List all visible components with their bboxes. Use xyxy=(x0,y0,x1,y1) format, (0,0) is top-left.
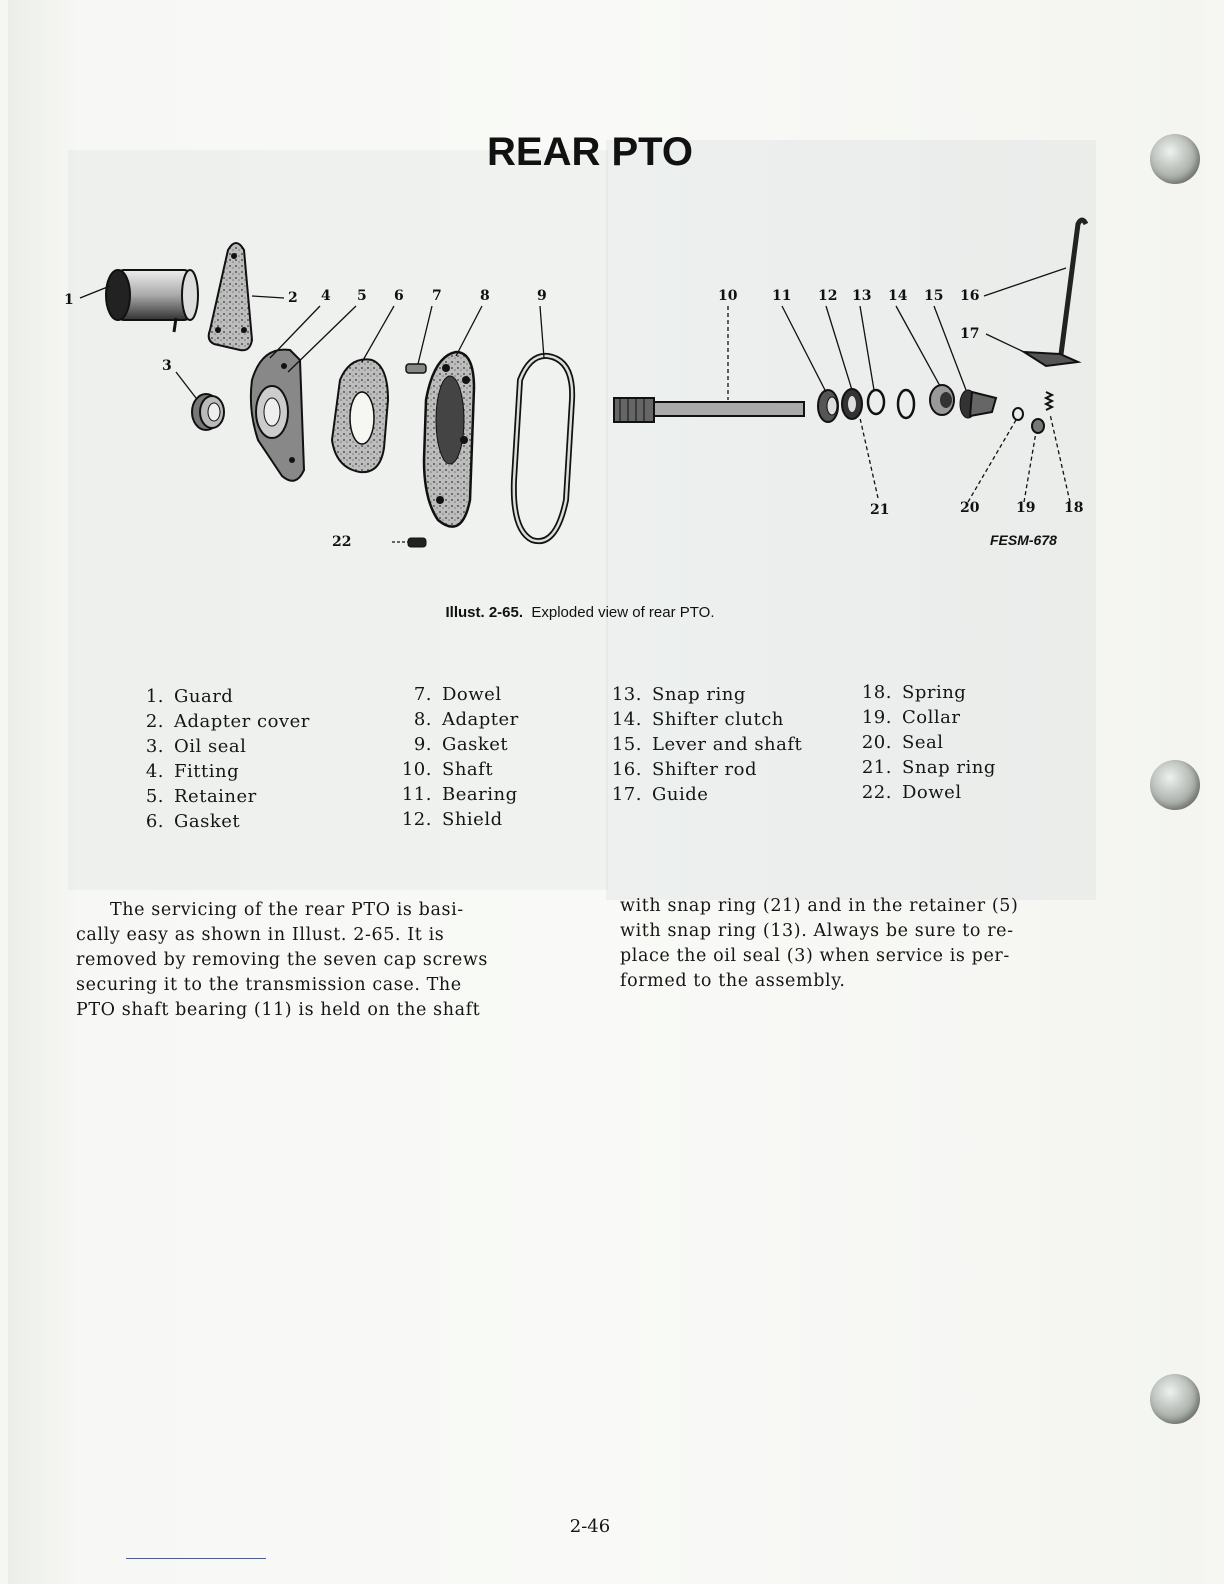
part-adapter xyxy=(424,352,474,527)
text-line: with snap ring (13). Always be sure to re- xyxy=(620,921,1014,941)
legend-name: Seal xyxy=(902,732,944,753)
figure-code: FESM-678 xyxy=(990,532,1057,548)
callout-6: 6 xyxy=(394,288,404,304)
callout-17: 17 xyxy=(960,326,980,342)
part-dowel-22 xyxy=(408,538,426,547)
part-snap-ring-21 xyxy=(898,390,914,418)
page-number: 2-46 xyxy=(569,1516,611,1537)
legend-name: Oil seal xyxy=(174,736,247,757)
callout-5: 5 xyxy=(357,288,367,304)
callout-12: 12 xyxy=(818,288,838,304)
part-adapter-cover xyxy=(209,243,252,350)
legend-item xyxy=(396,732,519,757)
legend-num: 15. xyxy=(611,734,642,755)
legend-item xyxy=(396,707,519,732)
body-paragraph-right xyxy=(620,894,1018,994)
text-line: securing it to the transmission case. The xyxy=(76,975,462,995)
legend-num: 12. xyxy=(401,809,432,830)
callout-14: 14 xyxy=(888,288,908,304)
callout-15: 15 xyxy=(924,288,944,304)
legend-num: 19. xyxy=(861,707,892,728)
legend-name: Shifter clutch xyxy=(652,709,784,730)
legend-column-3 xyxy=(606,682,802,807)
legend-item xyxy=(856,755,996,780)
legend-item xyxy=(128,684,310,709)
legend-num: 6. xyxy=(145,811,164,832)
text-line: place the oil seal (3) when service is per- xyxy=(620,946,1010,966)
legend-name: Dowel xyxy=(902,782,962,803)
legend-num: 7. xyxy=(413,684,432,705)
legend-name: Gasket xyxy=(442,734,509,755)
legend-num: 17. xyxy=(611,784,642,805)
part-guard xyxy=(106,270,198,332)
callout-22: 22 xyxy=(332,534,352,550)
text-line: removed by removing the seven cap screws xyxy=(76,950,488,970)
callout-16: 16 xyxy=(960,288,980,304)
legend-item xyxy=(606,732,802,757)
callout-8: 8 xyxy=(480,288,490,304)
callout-7: 7 xyxy=(432,288,442,304)
part-gasket-9 xyxy=(514,356,572,541)
callout-10: 10 xyxy=(718,288,738,304)
legend-num: 8. xyxy=(413,709,432,730)
legend-name: Snap ring xyxy=(902,757,996,778)
part-retainer xyxy=(251,350,304,481)
callout-11: 11 xyxy=(772,288,792,304)
part-oil-seal xyxy=(192,394,224,430)
legend-name: Guard xyxy=(174,686,234,707)
legend-item xyxy=(606,757,802,782)
part-snap-ring-13 xyxy=(868,390,884,414)
caption-label: Illust. 2-65. xyxy=(445,604,524,621)
legend-item xyxy=(606,707,802,732)
exploded-view-diagram xyxy=(0,0,1224,620)
legend-name: Dowel xyxy=(442,684,502,705)
figure-caption xyxy=(300,604,860,621)
legend-num: 4. xyxy=(145,761,164,782)
legend-item xyxy=(128,709,310,734)
part-collar xyxy=(1032,419,1044,433)
legend-name: Adapter cover xyxy=(174,711,310,732)
legend-name: Collar xyxy=(902,707,961,728)
legend-num: 22. xyxy=(861,782,892,803)
binder-hole-bottom xyxy=(1150,1374,1200,1424)
legend-item xyxy=(856,730,996,755)
legend-item xyxy=(606,682,802,707)
legend-name: Guide xyxy=(652,784,709,805)
legend-num: 5. xyxy=(145,786,164,807)
text-line: PTO shaft bearing (11) is held on the shaft xyxy=(76,1000,481,1020)
legend-name: Gasket xyxy=(174,811,241,832)
callout-21: 21 xyxy=(870,502,890,518)
footer-rule xyxy=(126,1558,266,1559)
legend-column-2 xyxy=(396,682,519,832)
text-line: The servicing of the rear PTO is basi- xyxy=(110,900,464,920)
callout-18: 18 xyxy=(1064,500,1084,516)
legend-num: 11. xyxy=(401,784,432,805)
caption-text: Exploded view of rear PTO. xyxy=(531,604,715,621)
legend-num: 20. xyxy=(861,732,892,753)
legend-item xyxy=(128,784,310,809)
legend-name: Shaft xyxy=(442,759,494,780)
callout-4: 4 xyxy=(321,288,331,304)
text-line: with snap ring (21) and in the retainer (5) xyxy=(620,896,1019,916)
legend-name: Shifter rod xyxy=(652,759,758,780)
legend-num: 16. xyxy=(611,759,642,780)
callout-13: 13 xyxy=(852,288,872,304)
legend-name: Snap ring xyxy=(652,684,746,705)
legend-name: Lever and shaft xyxy=(652,734,803,755)
part-guide xyxy=(1024,352,1078,366)
part-spring xyxy=(1046,392,1052,410)
legend-name: Spring xyxy=(902,682,967,703)
legend-num: 3. xyxy=(145,736,164,757)
callout-9: 9 xyxy=(537,288,547,304)
callout-2: 2 xyxy=(288,290,298,306)
legend-name: Shield xyxy=(442,809,503,830)
legend-column-1 xyxy=(128,684,310,834)
part-shifter-rod xyxy=(1060,220,1086,362)
callout-3: 3 xyxy=(162,358,172,374)
binder-hole-middle xyxy=(1150,760,1200,810)
legend-item xyxy=(128,809,310,834)
legend-num: 2. xyxy=(145,711,164,732)
legend-num: 21. xyxy=(861,757,892,778)
part-lever-and-shaft xyxy=(960,390,996,418)
legend-item xyxy=(396,757,519,782)
callout-20: 20 xyxy=(960,500,980,516)
legend-num: 9. xyxy=(413,734,432,755)
text-line: formed to the assembly. xyxy=(620,971,846,991)
legend-num: 13. xyxy=(611,684,642,705)
legend-name: Adapter xyxy=(442,709,519,730)
legend-item xyxy=(128,734,310,759)
legend-num: 18. xyxy=(861,682,892,703)
legend-item xyxy=(396,782,519,807)
legend-num: 1. xyxy=(145,686,164,707)
callout-1: 1 xyxy=(64,292,74,308)
text-line: cally easy as shown in Illust. 2-65. It is xyxy=(76,925,445,945)
legend-name: Fitting xyxy=(174,761,240,782)
legend-column-4 xyxy=(856,680,996,805)
page-title: REAR PTO xyxy=(487,130,693,174)
part-shifter-clutch xyxy=(930,385,954,415)
part-bearing xyxy=(818,390,838,422)
legend-num: 14. xyxy=(611,709,642,730)
body-paragraph-left xyxy=(76,898,488,1023)
callout-19: 19 xyxy=(1016,500,1036,516)
part-shield xyxy=(842,389,862,419)
legend-item xyxy=(396,682,519,707)
legend-name: Bearing xyxy=(442,784,518,805)
legend-item xyxy=(856,680,996,705)
legend-item xyxy=(128,759,310,784)
legend-item xyxy=(396,807,519,832)
part-seal xyxy=(1013,408,1023,420)
part-dowel-7 xyxy=(406,364,426,373)
part-shaft xyxy=(614,398,804,422)
legend-name: Retainer xyxy=(174,786,257,807)
part-gasket-6 xyxy=(332,359,388,472)
legend-item xyxy=(856,705,996,730)
legend-item xyxy=(606,782,802,807)
legend-num: 10. xyxy=(401,759,432,780)
legend-item xyxy=(856,780,996,805)
